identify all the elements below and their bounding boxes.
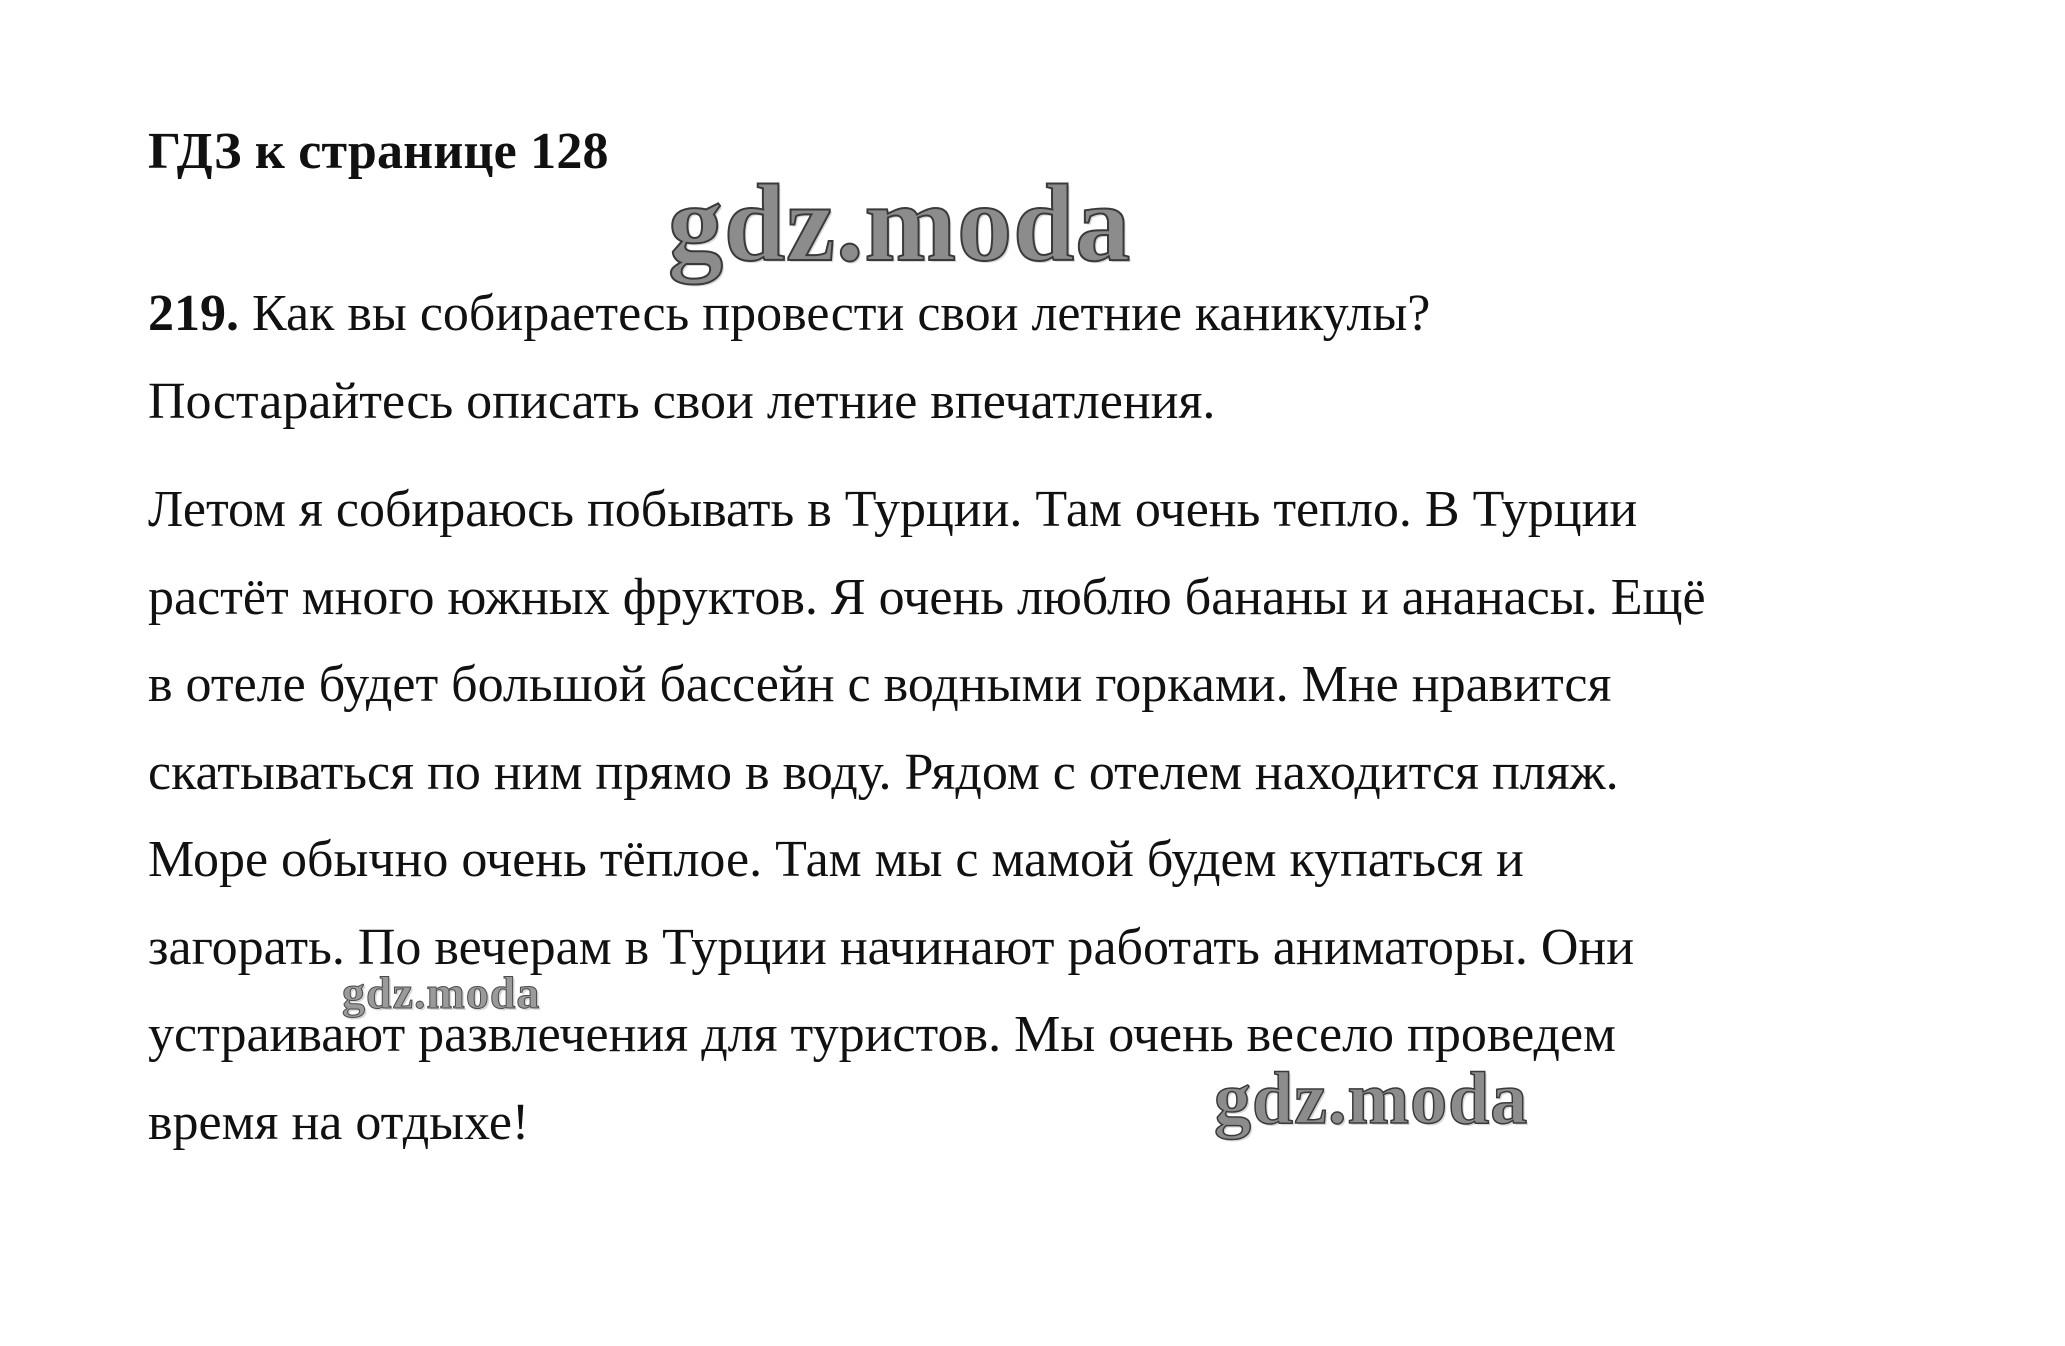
page-heading: ГДЗ к странице 128	[148, 123, 609, 180]
answer-line: Море обычно очень тёплое. Там мы с мамой будем купаться и	[148, 831, 1524, 888]
task-text	[148, 270, 1430, 446]
answer-line: скатываться по ним прямо в воду. Рядом с отелем находится пляж.	[148, 743, 1619, 801]
answer-line: Летом я собираюсь побывать в Турции. Там очень тепло. В Турции	[148, 481, 1638, 538]
task-line-1	[148, 270, 1430, 358]
task-question-part-2: Постарайтесь описать свои летние впечатления.	[148, 373, 1216, 430]
watermark-logo: gdz.moda	[342, 967, 541, 1018]
answer-line: растёт много южных фруктов. Я очень люблю бананы и ананасы. Ещё	[148, 568, 1706, 626]
task-question-part-1: Как вы собираетесь провести свои летние каникулы?	[252, 285, 1431, 342]
watermark-logo: gdz.moda	[668, 162, 1132, 284]
answer-line: время на отдыхе!	[148, 1093, 530, 1151]
answer-line: в отеле будет большой бассейн с водными горками. Мне нравится	[148, 656, 1612, 713]
watermark-logo: gdz.moda	[1214, 1058, 1529, 1140]
task-number: 219.	[148, 285, 239, 342]
answer-line: загорать. По вечерам в Турции начинают работать аниматоры. Они	[148, 918, 1635, 976]
answer-line: устраивают развлечения для туристов. Мы очень весело проведем	[148, 1006, 1616, 1063]
answer-text	[148, 466, 1706, 1166]
